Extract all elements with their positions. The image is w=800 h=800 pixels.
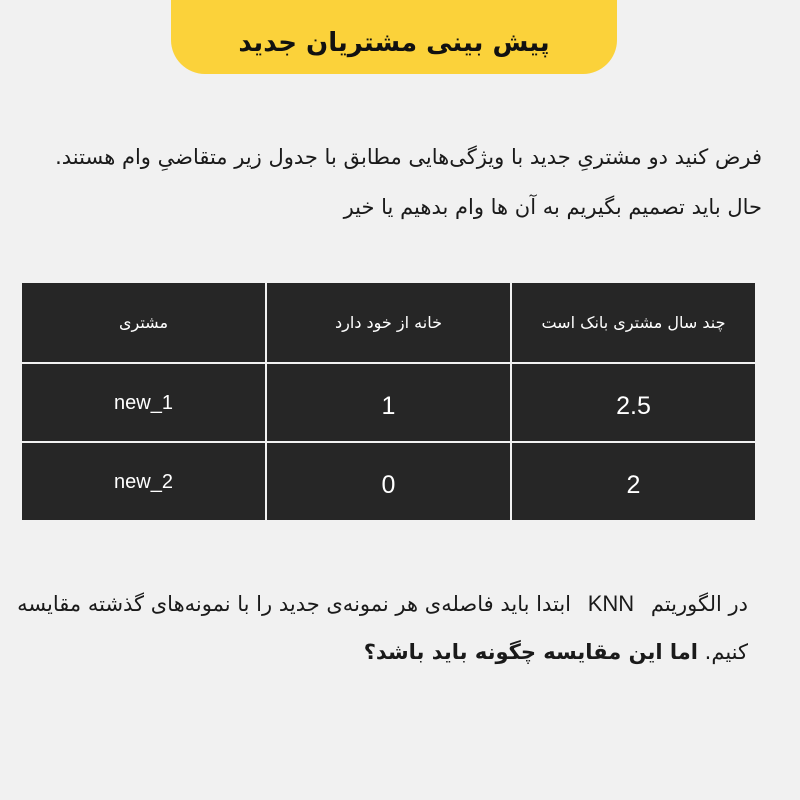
outro-text-start: در الگوریتم: [650, 592, 748, 616]
algorithm-name: KNN: [587, 591, 635, 616]
outro-question: اما این مقایسه چگونه باید باشد؟: [363, 640, 698, 664]
header-customer: مشتری: [21, 282, 266, 363]
cell-customer: new_2: [21, 442, 266, 521]
header-years-customer: چند سال مشتری بانک است: [511, 282, 756, 363]
cell-owns-house: 0: [266, 442, 511, 521]
table-row: [21, 442, 756, 521]
cell-years: 2: [511, 442, 756, 521]
intro-paragraph: فرض کنید دو مشتریِ جدید با ویژگی‌هایی مطابق با جدول زیر متقاضیِ وام هستند. حال باید تصمیم بگیریم به آن ها وام بدهیم یا خیر: [55, 145, 762, 219]
page-title: پیش بینی مشتریان جدید: [238, 28, 550, 58]
table-header-row: [21, 282, 756, 363]
outro-paragraph: [13, 580, 748, 676]
table-row: [21, 363, 756, 442]
header-owns-house: خانه از خود دارد: [266, 282, 511, 363]
cell-customer: new_1: [21, 363, 266, 442]
cell-years: 2.5: [511, 363, 756, 442]
cell-owns-house: 1: [266, 363, 511, 442]
title-banner: [171, 0, 617, 74]
outro-text-middle: ابتدا باید فاصله‌ی هر نمونه‌ی جدید را با نمونه‌های گذشته مقایسه کنیم.: [17, 592, 748, 664]
customer-features-table: [20, 281, 757, 522]
